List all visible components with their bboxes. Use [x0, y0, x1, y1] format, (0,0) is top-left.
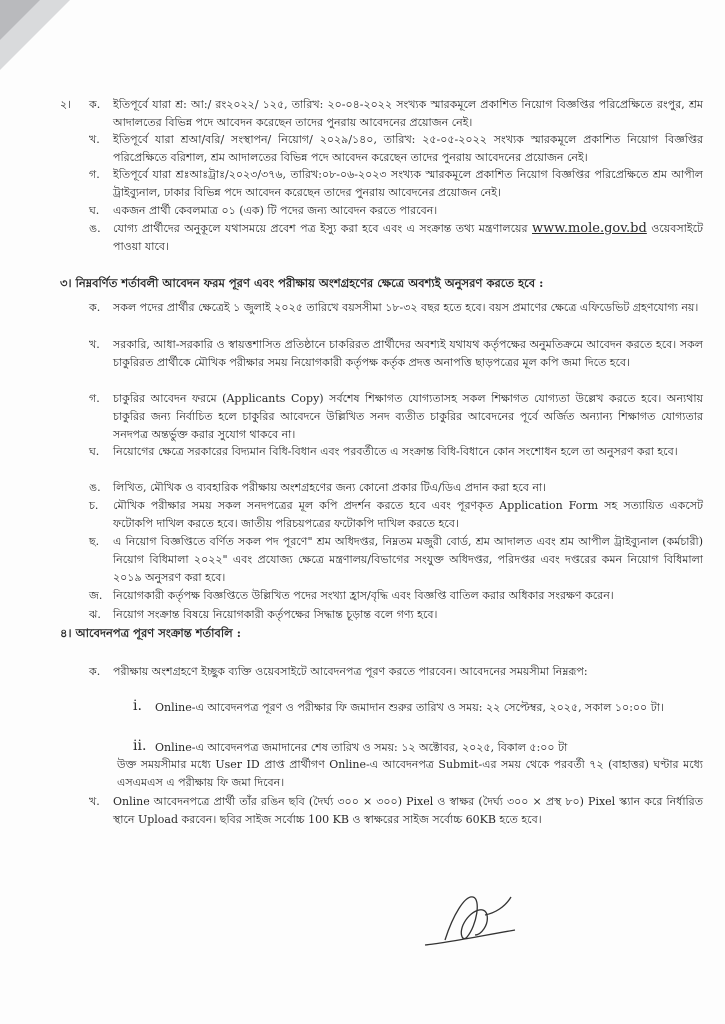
item-label: ক. — [89, 301, 101, 314]
section-number: ২। — [60, 98, 72, 111]
item-label: জ. — [89, 589, 103, 602]
sub-item-label: ii. — [133, 738, 147, 754]
section-4-heading: ৪। আবেদনপত্র পূরণ সংক্রান্ত শর্তাবলি : — [60, 626, 241, 640]
item-text: নিয়োগের ক্ষেত্রে সরকারের বিদ্যমান বিধি-বিধান এবং পরবর্তীতে এ সংক্রান্ত বিধি-বিধানে কোন সংশোধন হলে তা অনুসরণ করা হবে। — [113, 445, 678, 458]
website-link[interactable]: www.mole.gov.bd — [531, 221, 647, 236]
sub-item-text: Online-এ আবেদনপত্র জমাদানের শেষ তারিখ ও সময়: ১২ অক্টোবর, ২০২৫, বিকাল ৫:০০ টা — [155, 741, 568, 754]
item-label: ছ. — [89, 535, 100, 548]
item-text: ইতিপূর্বে যারা শ্র: আ:/ রং২০২২/ ১২৫, তারিখ: ২০-০৪-২০২২ সংখ্যক স্মারকমূলে প্রকাশিত নিয়োগ বিজ্ঞপ্তির পরিপ্রেক্ষিতে রংপুর, শ্রম আদালতের বিভিন্ন পদে আবেদন করেছেন তাদের পুনরায় আবেদনের প্রয়োজন নেই। — [113, 98, 703, 129]
item-text: নিয়োগকারী কর্তৃপক্ষ বিজ্ঞপ্তিতে উল্লিখিত পদের সংখ্যা হ্রাস/বৃদ্ধি এবং বিজ্ঞপ্তি বাতিল করার অধিকার সংরক্ষণ করেন। — [113, 589, 614, 602]
item-label: ঝ. — [89, 608, 101, 621]
item-label: ক. — [89, 665, 101, 678]
item-text: ইতিপূর্বে যারা শ্রআ/বরি/ সংস্থাপন/ নিয়োগ/ ২০২৯/১৪০, তারিখ: ২৫-০৫-২০২২ সংখ্যক স্মারকমূলে প্রকাশিত নিয়োগ বিজ্ঞপ্তির পরিপ্রেক্ষিতে বরিশাল, শ্রম আদালতের বিভিন্ন পদে আবেদন করেছেন তাদের পুনরায় আবেদনের প্রয়োজন নেই। — [113, 133, 703, 164]
note-text: উক্ত সময়সীমার মধ্যে User ID প্রাপ্ত প্রার্থীগণ Online-এ আবেদনপত্র Submit-এর সময় থেকে পরবর্তী ৭২ (বাহাত্তর) ঘণ্টার মধ্যে এসএমএস এ পরীক্ষায় ফি জমা দিবেন। — [117, 758, 703, 789]
item-label: খ. — [89, 338, 100, 351]
item-label: ঙ. — [89, 481, 101, 494]
item-text-after: ওয়েবসাইটে পাওয়া যাবে। — [113, 222, 703, 253]
item-text: সকল পদের প্রার্থীর ক্ষেত্রেই ১ জুলাই ২০২৫ তারিখে বয়সসীমা ১৮-৩২ বছর হতে হবে। বয়স প্রমাণের ক্ষেত্রে এফিডেভিট গ্রহণযোগ্য নয়। — [113, 301, 699, 314]
item-label: চ. — [89, 499, 99, 512]
item-text-before: যোগ্য প্রার্থীদের অনুকূলে যথাসময়ে প্রবেশ পত্র ইস্যু করা হবে এবং এ সংক্রান্ত তথ্য মন্ত্রণালয়ের — [113, 222, 532, 235]
item-label: গ. — [89, 392, 100, 405]
item-text: লিখিত, মৌখিক ও ব্যবহারিক পরীক্ষায় অংশগ্রহণের জন্য কোনো প্রকার টিএ/ডিএ প্রদান করা হবে না। — [113, 481, 547, 494]
item-label: গ. — [89, 168, 100, 181]
sub-item-label: i. — [133, 698, 142, 714]
item-text: সরকারি, আধা-সরকারি ও স্বায়ত্তশাসিত প্রতিষ্ঠানে চাকরিরত প্রার্থীদের অবশ্যই যথাযথ কর্তৃপক্ষের অনুমতিক্রমে আবেদন করতে হবে। সকল চাকুরিরত প্রার্থীকে মৌখিক পরীক্ষার সময় নিয়োগকারী কর্তৃপক্ষ কর্তৃক প্রদত্ত অনাপত্তি ছাড়পত্রের মূল কপি জমা দিতে হবে। — [113, 338, 703, 369]
item-text: ইতিপূর্বে যারা শ্রঃআঃট্রাঃ/২০২৩/৩৭৬, তারিখ:০৮-০৬-২০২৩ সংখ্যক স্মারকমূলে প্রকাশিত নিয়োগ বিজ্ঞপ্তির পরিপ্রেক্ষিতে শ্রম আপীল ট্রাইব্যুনাল, ঢাকার বিভিন্ন পদে আবেদন করেছেন তাদের পুনরায় আবেদনের প্রয়োজন নেই। — [113, 168, 703, 199]
item-text: Online আবেদনপত্রে প্রার্থী তাঁর রঙিন ছবি (দৈর্ঘ্য ৩০০ × ৩০০) Pixel ও স্বাক্ষর (দৈর্ঘ্য ৩০০ × প্রস্থ ৮০) Pixel স্ক্যান করে নির্ধারিত স্থানে Upload করবেন। ছবির সাইজ সর্বোচ্চ 100 KB ও স্বাক্ষরের সাইজ সর্বোচ্চ 60KB হতে হবে। — [113, 795, 703, 826]
item-text: নিয়োগ সংক্রান্ত বিষয়ে নিয়োগকারী কর্তৃপক্ষের সিদ্ধান্ত চূড়ান্ত বলে গণ্য হবে। — [113, 608, 438, 621]
scan-fold-shadow — [0, 0, 40, 40]
item-label: ঘ. — [89, 204, 100, 217]
signature — [415, 885, 525, 955]
item-label: খ. — [89, 133, 100, 146]
item-text: এ নিয়োগ বিজ্ঞপ্তিতে বর্ণিত সকল পদ পূরণে" শ্রম অধিদপ্তর, নিম্নতম মজুরী বোর্ড, শ্রম আদালত এবং শ্রম আপীল ট্রাইব্যুনাল (কর্মচারী) নিয়োগ বিধিমালা ২০২২" এবং প্রযোজ্য ক্ষেত্রে মন্ত্রণালয়/বিভাগের সংযুক্ত অধিদপ্তর, পরিদপ্তর এবং দপ্তরের কমন নিয়োগ বিধিমালা ২০১৯ অনুসরণ করা হবে। — [113, 535, 703, 584]
item-text: পরীক্ষায় অংশগ্রহণে ইচ্ছুক ব্যক্তি ওয়েবসাইটে আবেদনপত্র পূরণ করতে পারবেন। আবেদনের সময়সীমা নিম্নরূপ: — [113, 665, 588, 678]
item-label: ঘ. — [89, 445, 100, 458]
item-label: ঙ. — [89, 222, 101, 235]
section-2-number — [60, 96, 71, 114]
item-label: খ. — [89, 795, 100, 808]
item-text — [113, 220, 703, 256]
item-text: মৌখিক পরীক্ষার সময় সকল সনদপত্রের মূল কপি প্রদর্শন করতে হবে এবং পূরণকৃত Application Form সহ সত্যায়িত একসেট ফটোকপি দাখিল করতে হবে। জাতীয় পরিচয়পত্রের ফটোকপি দাখিল করতে হবে। — [113, 499, 703, 530]
item-text: চাকুরির আবেদন ফরমে (Applicants Copy) সর্বশেষ শিক্ষাগত যোগ্যতাসহ সকল শিক্ষাগত যোগ্যতা উল্লেখ করতে হবে। অন্যথায় চাকুরির জন্য নির্বাচিত হলে চাকুরির আবেদনে উল্লিখিত সনদ ব্যতীত চাকুরির আবেদনের পূর্বে অর্জিত অন্যান্য শিক্ষাগত যোগ্যতার সনদপত্র অন্তর্ভুক্ত করার সুযোগ থাকবে না। — [113, 392, 703, 441]
sub-item-text: Online-এ আবেদনপত্র পূরণ ও পরীক্ষার ফি জমাদান শুরুর তারিখ ও সময়: ২২ সেপ্টেম্বর, ২০২৫, সকাল ১০:০০ টা। — [155, 701, 664, 714]
section-3-heading: ৩। নিম্নবর্ণিত শর্তাবলী আবেদন ফরম পূরণ এবং পরীক্ষায় অংশগ্রহণের ক্ষেত্রে অবশ্যই অনুসরণ করতে হবে : — [60, 276, 544, 290]
item-text: একজন প্রার্থী কেবলমাত্র ০১ (এক) টি পদের জন্য আবেদন করতে পারবেন। — [113, 204, 438, 217]
item-label: ক. — [89, 98, 101, 111]
